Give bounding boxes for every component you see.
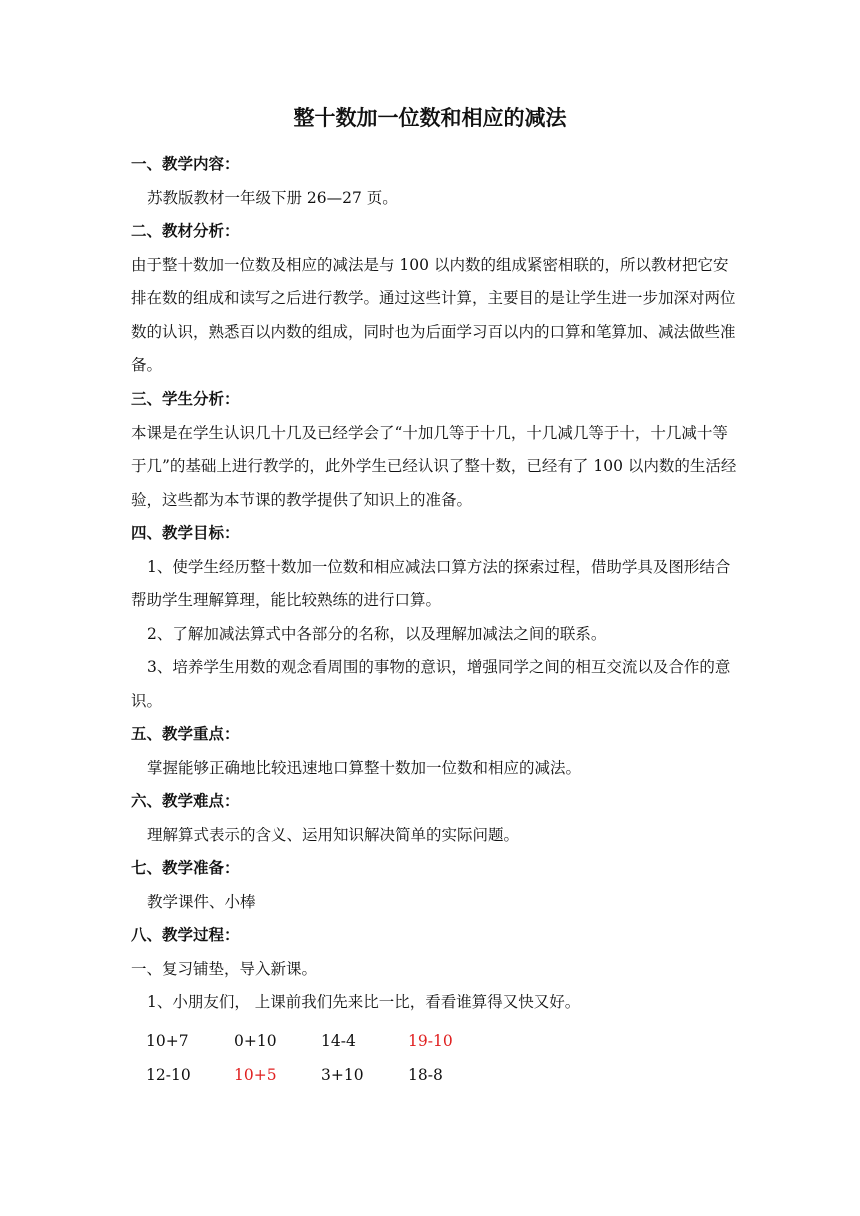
heading-student-analysis: 三、学生分析：: [131, 390, 240, 408]
section-process: [131, 919, 739, 1020]
section-preparation: [131, 852, 739, 919]
exercise-item: 0+10: [234, 1032, 277, 1050]
exercise-item-highlighted: 19-10: [408, 1032, 453, 1050]
preparation-text: 教学课件、小棒: [147, 892, 256, 911]
section-teaching-content: [131, 148, 739, 215]
exercise-item: 10+7: [146, 1032, 189, 1050]
goal-item: 1、使学生经历整十数加一位数和相应减法口算方法的探索过程，借助学具及图形结合帮助学生理解算理，能比较熟练的进行口算。: [131, 557, 731, 609]
goal-item: 2、了解加减法算式中各部分的名称，以及理解加减法之间的联系。: [147, 624, 607, 643]
process-step-1-1: 1、小朋友们， 上课前我们先来比一比，看看谁算得又快又好。: [147, 993, 581, 1011]
section-key-points: [131, 718, 739, 785]
section-student-analysis: [131, 383, 739, 517]
student-analysis-text: 本课是在学生认识几十几及已经学会了“十加几等于十几，十几减几等于十，十几减十等于几”的基础上进行教学的，此外学生已经认识了整十数，已经有了 100 以内数的生活经验，这些都为本节课的教学提供了知识上的准备。: [131, 423, 737, 509]
difficulties-text: 理解算式表示的含义、运用知识解决简单的实际问题。: [147, 825, 520, 844]
key-points-text: 掌握能够正确地比较迅速地口算整十数加一位数和相应的减法。: [147, 758, 582, 777]
heading-teaching-goals: 四、教学目标：: [131, 524, 240, 542]
material-analysis-text: 由于整十数加一位数及相应的减法是与 100 以内数的组成紧密相联的，所以教材把它安排在数的组成和读写之后进行教学。通过这些计算，主要目的是让学生进一步加深对两位数的认识，熟悉百以内数的组成，同时也为后面学习百以内的口算和笔算加、减法做些准备。: [131, 255, 736, 374]
section-material-analysis: [131, 215, 739, 383]
exercise-item: 18-8: [408, 1066, 443, 1084]
goal-item: 3、培养学生用数的观念看周围的事物的意识，增强同学之间的相互交流以及合作的意识。: [131, 658, 731, 710]
process-step-1: 一、复习铺垫，导入新课。: [131, 959, 318, 978]
heading-teaching-content: 一、教学内容：: [131, 155, 240, 173]
exercise-item: 12-10: [146, 1066, 191, 1084]
exercise-item: 14-4: [321, 1032, 356, 1050]
heading-preparation: 七、教学准备：: [131, 859, 240, 877]
heading-difficulties: 六、教学难点：: [131, 792, 240, 810]
exercise-item: 3+10: [321, 1066, 364, 1084]
heading-key-points: 五、教学重点：: [131, 725, 240, 743]
teaching-content-text: 苏教版教材一年级下册 26—27 页。: [147, 188, 398, 207]
section-teaching-goals: [131, 517, 739, 718]
section-difficulties: [131, 785, 739, 852]
heading-material-analysis: 二、教材分析：: [131, 222, 240, 240]
exercise-item-highlighted: 10+5: [234, 1066, 277, 1084]
document-title: 整十数加一位数和相应的减法: [293, 106, 567, 130]
heading-process: 八、教学过程：: [131, 926, 240, 944]
